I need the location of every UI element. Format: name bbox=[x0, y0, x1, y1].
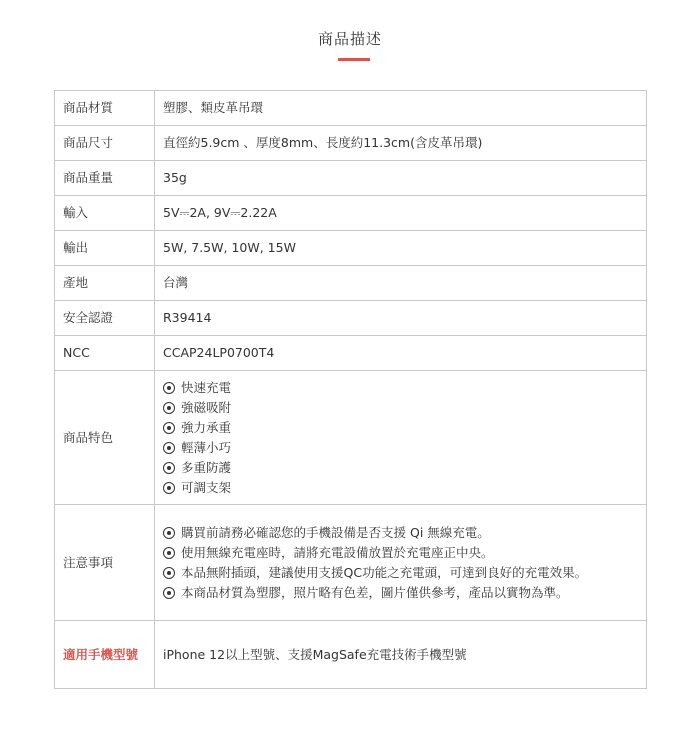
compatible-row bbox=[55, 621, 647, 689]
row-value: 35g bbox=[155, 161, 647, 196]
table-row bbox=[55, 336, 647, 371]
compatible-value: iPhone 12以上型號、支援MagSafe充電技術手機型號 bbox=[155, 621, 647, 689]
row-label: 商品材質 bbox=[55, 91, 155, 126]
list-item: 強磁吸附 bbox=[163, 398, 638, 418]
row-label: 商品尺寸 bbox=[55, 126, 155, 161]
radio-dot-icon bbox=[163, 527, 175, 539]
radio-dot-icon bbox=[163, 462, 175, 474]
list-item: 輕薄小巧 bbox=[163, 438, 638, 458]
list-item: 本品無附插頭，建議使用支援QC功能之充電頭，可達到良好的充電效果。 bbox=[163, 563, 638, 583]
list-item: 使用無線充電座時，請將充電設備放置於充電座正中央。 bbox=[163, 543, 638, 563]
radio-dot-icon bbox=[163, 402, 175, 414]
list-item: 購買前請務必確認您的手機設備是否支援 Qi 無線充電。 bbox=[163, 523, 638, 543]
notes-row bbox=[55, 505, 647, 621]
row-label: 商品重量 bbox=[55, 161, 155, 196]
radio-dot-icon bbox=[163, 442, 175, 454]
compatible-label: 適用手機型號 bbox=[55, 621, 155, 689]
list-item: 多重防護 bbox=[163, 458, 638, 478]
table-row bbox=[55, 161, 647, 196]
list-item: 本商品材質為塑膠，照片略有色差，圖片僅供參考，產品以實物為準。 bbox=[163, 583, 638, 603]
radio-dot-icon bbox=[163, 567, 175, 579]
radio-dot-icon bbox=[163, 382, 175, 394]
table-row bbox=[55, 266, 647, 301]
table-row bbox=[55, 301, 647, 336]
notes-list bbox=[155, 505, 647, 621]
features-row bbox=[55, 371, 647, 505]
section-title: 商品描述 bbox=[317, 30, 382, 48]
row-value: 台灣 bbox=[155, 266, 647, 301]
table-row bbox=[55, 231, 647, 266]
row-value: R39414 bbox=[155, 301, 647, 336]
title-underline bbox=[338, 58, 370, 61]
row-value: CCAP24LP0700T4 bbox=[155, 336, 647, 371]
table-row bbox=[55, 91, 647, 126]
row-label: NCC bbox=[55, 336, 155, 371]
row-label: 產地 bbox=[55, 266, 155, 301]
features-label: 商品特色 bbox=[55, 371, 155, 505]
list-item: 強力承重 bbox=[163, 418, 638, 438]
radio-dot-icon bbox=[163, 587, 175, 599]
row-label: 輸入 bbox=[55, 196, 155, 231]
row-label: 輸出 bbox=[55, 231, 155, 266]
section-header bbox=[0, 28, 700, 49]
row-label: 安全認證 bbox=[55, 301, 155, 336]
table-row bbox=[55, 126, 647, 161]
row-value: 5V⎓2A, 9V⎓2.22A bbox=[155, 196, 647, 231]
row-value: 5W, 7.5W, 10W, 15W bbox=[155, 231, 647, 266]
features-list bbox=[155, 371, 647, 505]
radio-dot-icon bbox=[163, 482, 175, 494]
row-value: 直徑約5.9cm 、厚度8mm、長度約11.3cm(含皮革吊環) bbox=[155, 126, 647, 161]
notes-label: 注意事項 bbox=[55, 505, 155, 621]
table-row bbox=[55, 196, 647, 231]
list-item: 快速充電 bbox=[163, 378, 638, 398]
radio-dot-icon bbox=[163, 547, 175, 559]
radio-dot-icon bbox=[163, 422, 175, 434]
row-value: 塑膠、類皮革吊環 bbox=[155, 91, 647, 126]
spec-table bbox=[54, 90, 647, 689]
list-item: 可調支架 bbox=[163, 478, 638, 498]
